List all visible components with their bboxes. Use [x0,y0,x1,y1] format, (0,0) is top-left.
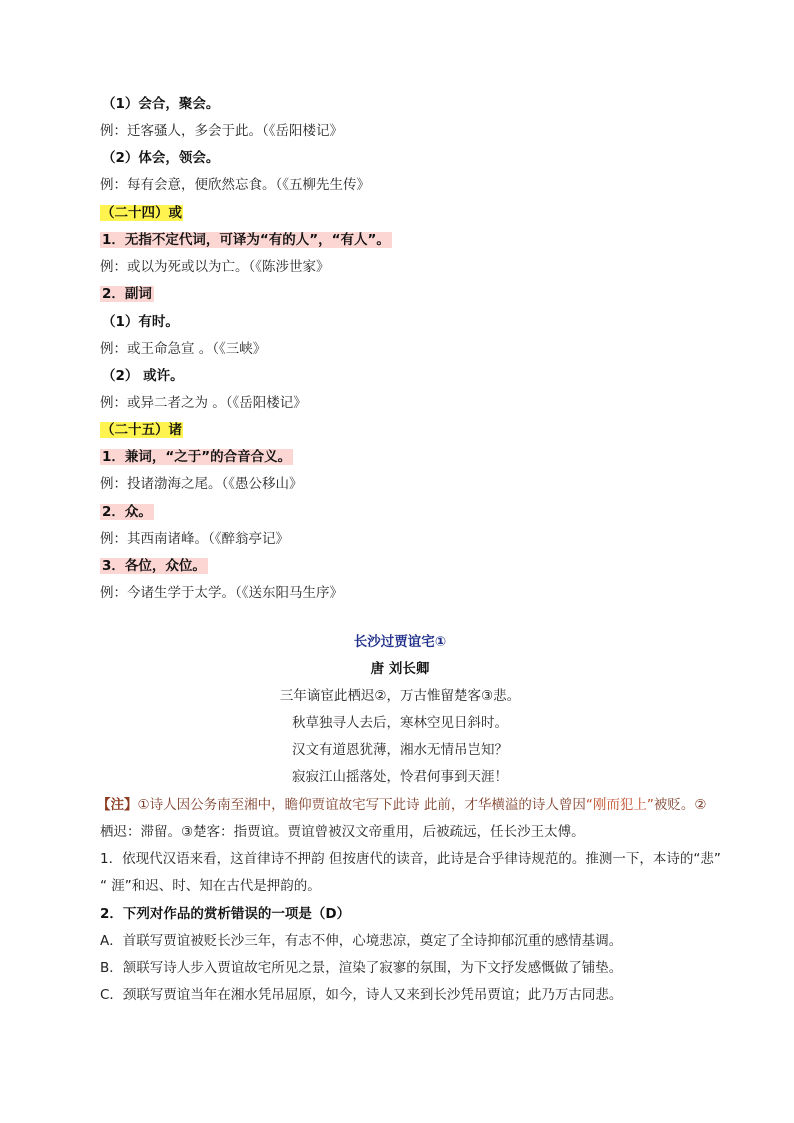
poem-author: 唐 刘长卿 [370,661,430,677]
sense-heading-meet [102,95,219,113]
example-line: 例：或以为死或以为亡。（《陈涉世家》 [100,259,330,275]
question-1-continuation: “ 涯”和迟、时、知在古代是押韵的。 [100,878,321,894]
definition-heading [100,231,392,249]
question-1: 1．依现代汉语来看，这首律诗不押韵 但按唐代的读音，此诗是合乎律诗规范的。推测一下，本诗的“悲” [100,851,721,867]
example-line: 例：或王命急宣 。（《三峡》 [100,341,267,357]
poem-line: 寂寂江山摇落处，怜君何事到天涯！ [292,769,508,785]
note-continuation: 栖迟：滞留。③楚客：指贾谊。贾谊曾被汉文帝重用，后被疏远，任长沙王太傅。 [100,824,585,840]
example-line: 例：其西南诸峰。（《醉翁亭记》 [100,531,289,547]
definition-text: 3．各位，众位。 [102,558,206,574]
option-a: A．首联写贾谊被贬长沙三年，有志不伸，心境悲凉，奠定了全诗抑郁沉重的感情基调。 [100,933,623,949]
note-text: ①诗人因公务南至湘中，瞻仰贾谊故宅写下此诗 此前，才华横溢的诗人曾因 [137,797,586,813]
poem-line: 秋草独寻人去后，寒林空见日斜时。 [292,715,508,731]
question-2: 2．下列对作品的赏析错误的一项是（D） [100,906,351,922]
poem-title: 长沙过贾谊宅① [353,634,447,650]
example-line: 例：每有会意，便欣然忘食。（《五柳先生传》 [100,177,370,193]
poem-line: 三年谪宦此栖迟②，万古惟留楚客③悲。 [279,688,521,704]
example-line: 例：投诸渤海之尾。（《愚公移山》 [100,476,303,492]
definition-heading [100,285,154,303]
note-label: 【注】 [97,797,138,813]
section-heading-25 [100,421,183,439]
poem-line: 汉文有道恩犹薄，湘水无情吊岂知？ [292,742,508,758]
definition-heading [100,448,293,466]
definition-text: 1．兼词，“之于”的合音合义。 [102,449,292,465]
example-line: 例：今诸生学于太学。（《送东阳马生序》 [100,585,343,601]
definition-text: 1．无指不定代词，可译为“有的人”，“有人”。 [102,232,390,248]
section-heading-text: （二十五）诸 [101,422,182,438]
sense-heading-text: （2）体会，领会。 [102,150,220,166]
definition-heading [100,503,154,521]
sense-heading: （2） 或许。 [102,368,184,384]
sense-heading: （1）有时。 [102,314,179,330]
definition-text: 2．众。 [102,504,152,520]
sense-heading-understand [102,149,219,167]
section-heading-text: （二十四）或 [101,205,182,221]
example-line: 例：迁客骚人，多会于此。（《岳阳楼记》 [100,123,343,139]
definition-text: 2．副词 [102,286,152,302]
option-c: C．颈联写贾谊当年在湘水凭吊屈原，如今，诗人又来到长沙凭吊贾谊；此乃万古同悲。 [100,987,623,1003]
poem-note [97,796,707,814]
note-text: 被贬。② [653,797,707,813]
definition-heading [100,557,208,575]
note-quote: “刚而犯上” [585,797,654,813]
option-b: B．颔联写诗人步入贾谊故宅所见之景，渲染了寂寥的氛围，为下文抒发感慨做了铺垫。 [100,960,623,976]
sense-heading-text: （1）会合，聚会。 [102,96,220,112]
section-heading-24 [100,204,183,222]
example-line: 例：或异二者之为 。（《岳阳楼记》 [100,395,307,411]
